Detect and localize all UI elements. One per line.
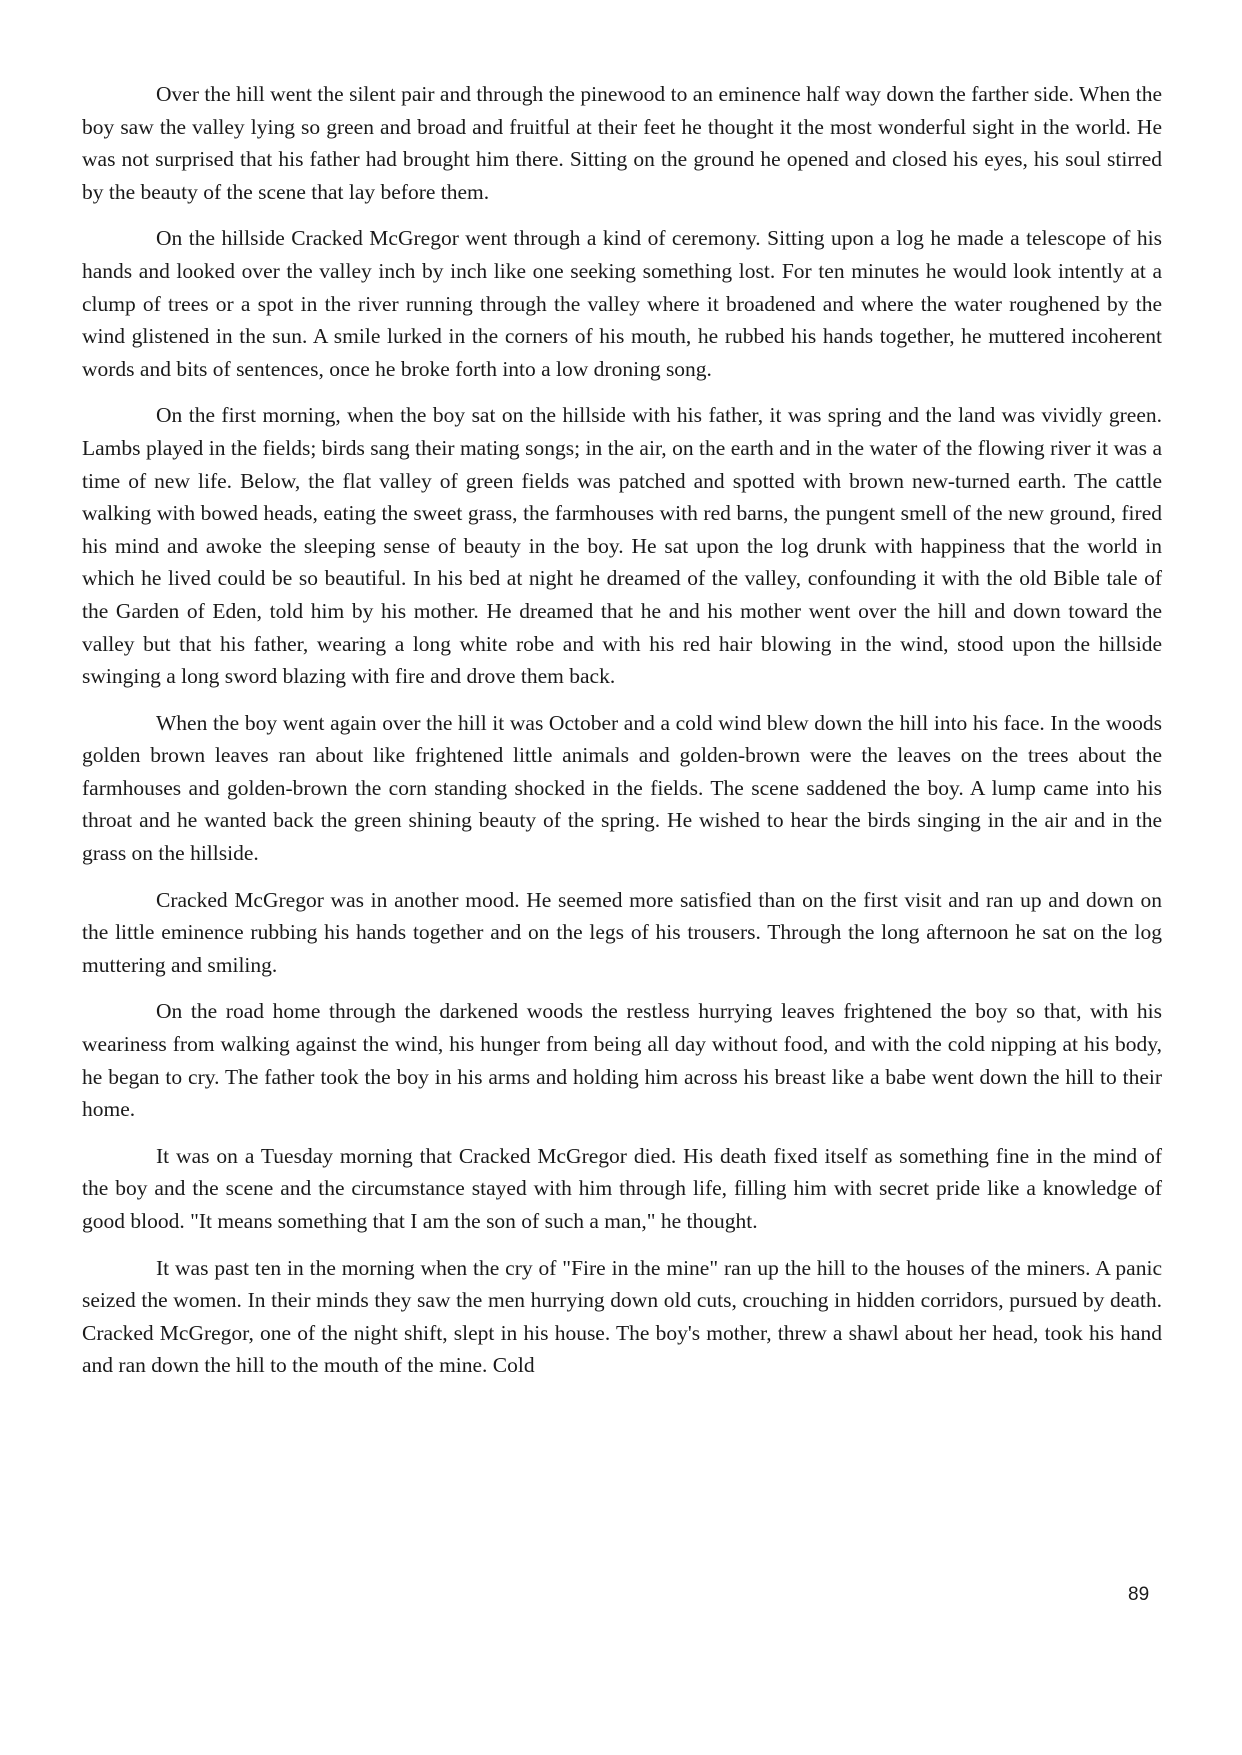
paragraph-7: It was on a Tuesday morning that Cracked McGregor died. His death fixed itself as something fine in the mind of the boy and the scene and the circumstance stayed with him through life, filling him with secret pride like a knowledge of good blood. "It means something that I am the son of such a man," he thought. bbox=[82, 1143, 1162, 1233]
body-text bbox=[82, 78, 1162, 1396]
paragraph-6: On the road home through the darkened woods the restless hurrying leaves frightened the boy so that, with his weariness from walking against the wind, his hunger from being all day without food, and with the cold nipping at his body, he began to cry. The father took the boy in his arms and holding him across his breast like a babe went down the hill to their home. bbox=[82, 999, 1162, 1122]
paragraph-3: On the first morning, when the boy sat on the hillside with his father, it was spring and the land was vividly green. Lambs played in the fields; birds sang their mating songs; in the air, on the earth and in the water of the flowing river it was a time of new life. Below, the flat valley of green fields was patched and spotted with brown new-turned earth. The cattle walking with bowed heads, eating the sweet grass, the farmhouses with red barns, the pungent smell of the new ground, fired his mind and awoke the sleeping sense of beauty in the boy. He sat upon the log drunk with happiness that the world in which he lived could be so beautiful. In his bed at night he dreamed of the valley, confounding it with the old Bible tale of the Garden of Eden, told him by his mother. He dreamed that he and his mother went over the hill and down toward the valley but that his father, wearing a long white robe and with his red hair blowing in the wind, stood upon the hillside swinging a long sword blazing with fire and drove them back. bbox=[82, 403, 1162, 689]
paragraph-5: Cracked McGregor was in another mood. He seemed more satisfied than on the first visit and ran up and down on the little eminence rubbing his hands together and on the legs of his trousers. Through the long afternoon he sat on the log muttering and smiling. bbox=[82, 887, 1162, 977]
paragraph-4: When the boy went again over the hill it was October and a cold wind blew down the hill into his face. In the woods golden brown leaves ran about like frightened little animals and golden-brown were the leaves on the trees about the farmhouses and golden-brown the corn standing shocked in the fields. The scene saddened the boy. A lump came into his throat and he wanted back the green shining beauty of the spring. He wished to hear the birds singing in the air and in the grass on the hillside. bbox=[82, 710, 1162, 866]
paragraph-8: It was past ten in the morning when the cry of "Fire in the mine" ran up the hill to the houses of the miners. A panic seized the women. In their minds they saw the men hurrying down old cuts, crouching in hidden corridors, pursued by death. Cracked McGregor, one of the night shift, slept in his house. The boy's mother, threw a shawl about her head, took his hand and ran down the hill to the mouth of the mine. Cold bbox=[82, 1255, 1162, 1378]
paragraph-2: On the hillside Cracked McGregor went through a kind of ceremony. Sitting upon a log he made a telescope of his hands and looked over the valley inch by inch like one seeking something lost. For ten minutes he would look intently at a clump of trees or a spot in the river running through the valley where it broadened and where the water roughened by the wind glistened in the sun. A smile lurked in the corners of his mouth, he rubbed his hands together, he muttered incoherent words and bits of sentences, once he broke forth into a low droning song. bbox=[82, 226, 1162, 381]
page-number: 89 bbox=[1128, 1584, 1150, 1605]
paragraph-1: Over the hill went the silent pair and through the pinewood to an eminence half way down the farther side. When the boy saw the valley lying so green and broad and fruitful at their feet he thought it the most wonderful sight in the world. He was not surprised that his father had brought him there. Sitting on the ground he opened and closed his eyes, his soul stirred by the beauty of the scene that lay before them. bbox=[82, 82, 1162, 204]
